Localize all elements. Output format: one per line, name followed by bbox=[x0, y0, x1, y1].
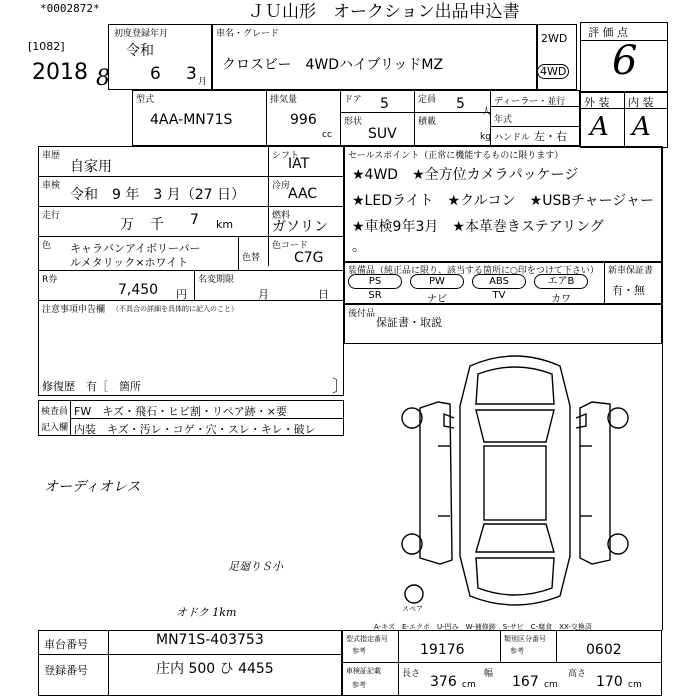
fuel-value: ガソリン bbox=[272, 219, 328, 235]
length-value: 376 bbox=[430, 674, 457, 690]
height-label: 高さ bbox=[568, 669, 587, 679]
inspector-label-1: 検査員 bbox=[41, 407, 69, 417]
handwritten-note-suspension: 足廻りＳ小 bbox=[228, 560, 283, 573]
fuel-label: 燃料 bbox=[272, 211, 291, 221]
displacement-unit: cc bbox=[322, 130, 332, 140]
equipment-item: ABS bbox=[472, 274, 526, 289]
recycle-unit: 円 bbox=[176, 288, 187, 301]
exterior-grade: A bbox=[590, 112, 609, 142]
displacement-value: 996 bbox=[290, 112, 317, 128]
inspection-value: 令和 9 年 3 月（27 日） bbox=[70, 187, 245, 203]
warranty-label: 新車保証書 bbox=[608, 266, 654, 276]
equipment-item: TV bbox=[492, 290, 506, 301]
handle-label: ハンドル bbox=[494, 133, 531, 143]
car-name-label: 車名・グレード bbox=[216, 29, 280, 39]
recycle-value: 7,450 bbox=[118, 282, 159, 298]
drive-2wd: 2WD bbox=[541, 32, 568, 45]
width-value: 167 bbox=[512, 674, 539, 690]
rating-label: 評 価 点 bbox=[588, 26, 628, 39]
registration-label: 初度登録年月 bbox=[114, 29, 169, 39]
equipment-item: PS bbox=[348, 274, 402, 289]
car-damage-diagram bbox=[390, 346, 640, 618]
load-label: 積載 bbox=[418, 117, 437, 127]
color-label: 色 bbox=[42, 241, 52, 251]
car-name: クロスビー 4WDハイブリッドMZ bbox=[222, 57, 444, 73]
plate-label: 登録番号 bbox=[44, 664, 88, 677]
registration-month-unit: 月 bbox=[198, 77, 208, 87]
type-approval-number: 19176 bbox=[420, 642, 465, 658]
mileage-label: 走行 bbox=[42, 211, 61, 221]
equipment-label: 装備品（純正品に限り、該当する箇所に○印をつけて下さい） bbox=[348, 266, 599, 276]
history-value: 自家用 bbox=[70, 159, 112, 175]
mileage-sen: 千 bbox=[150, 217, 164, 233]
length-unit: cm bbox=[462, 680, 476, 690]
shape-value: SUV bbox=[368, 126, 397, 142]
shift-value: IAT bbox=[288, 156, 310, 172]
capacity-value: 5 bbox=[456, 96, 465, 112]
sales-point-line-2: ★LEDライト ★クルコン ★USBチャージャー bbox=[352, 193, 654, 209]
notes-sublabel: （不具合の詳細を具体的に記入のこと） bbox=[112, 305, 238, 313]
sales-point-line-1: ★4WD ★全方位カメラパッケージ bbox=[352, 167, 579, 183]
lot-code: [1082] bbox=[28, 40, 65, 53]
equipment-item: SR bbox=[368, 290, 382, 301]
after-equipment-value: 保証書・取説 bbox=[376, 316, 442, 329]
page-title: ＪＵ山形 オークション出品申込書 bbox=[248, 2, 520, 22]
handwritten-mark: 8 bbox=[96, 66, 110, 91]
color-code-value: C7G bbox=[294, 250, 324, 266]
doors-value: 5 bbox=[380, 96, 389, 112]
dimensions-label: 車検証記載 bbox=[346, 667, 381, 675]
ac-label: 冷房 bbox=[272, 181, 291, 191]
equipment-item: PW bbox=[410, 274, 464, 289]
class-label: 類別区分番号 bbox=[504, 635, 546, 643]
model-value: 4AA-MN71S bbox=[150, 112, 233, 128]
ac-value: AAC bbox=[288, 186, 318, 202]
type-approval-label: 型式指定番号 bbox=[346, 635, 388, 643]
width-label: 幅 bbox=[484, 669, 494, 679]
equipment-item: ナビ bbox=[427, 294, 447, 305]
history-label: 車歴 bbox=[42, 151, 61, 161]
chassis-number: MN71S-403753 bbox=[156, 632, 264, 648]
registration-year-ad: 2018 bbox=[32, 60, 88, 85]
registration-year: 6 bbox=[150, 64, 161, 84]
width-unit: cm bbox=[544, 680, 558, 690]
load-unit: kg bbox=[480, 132, 491, 142]
exterior-label: 外 装 bbox=[584, 96, 610, 109]
sales-points-label: セールスポイント（正常に機能するものに限ります） bbox=[348, 151, 564, 161]
inspector-label-2: 記入欄 bbox=[41, 423, 69, 433]
notes-label: 注意事項申告欄 bbox=[42, 305, 106, 315]
chassis-label: 車台番号 bbox=[44, 638, 88, 651]
inspector-row-2: 内装 キズ・汚レ・コゲ・穴・スレ・キレ・破レ bbox=[74, 423, 316, 436]
interior-grade: A bbox=[632, 112, 651, 142]
handwritten-note-odometer: オドク 1km bbox=[176, 606, 237, 619]
handle-value: 左・右 bbox=[534, 130, 567, 143]
shape-label: 形状 bbox=[344, 117, 363, 127]
sales-point-line-4: 。 bbox=[352, 239, 366, 255]
handwritten-note-audio: オーディオレス bbox=[44, 479, 141, 495]
color-line1: キャラバンアイボリーパー bbox=[70, 242, 201, 255]
after-equipment-label: 後付品 bbox=[348, 309, 376, 319]
shift-label: シフト bbox=[272, 151, 300, 161]
class-ref: 参考 bbox=[510, 647, 524, 655]
inspection-label: 車検 bbox=[42, 181, 61, 191]
equipment-item: エアB bbox=[534, 274, 588, 289]
interior-label: 内 装 bbox=[628, 96, 654, 109]
doc-number: *0002872* bbox=[40, 2, 100, 15]
name-change-label: 名変期限 bbox=[198, 275, 235, 285]
color-code-label: 色コード bbox=[272, 241, 309, 251]
sales-point-line-3: ★車検9年3月 ★本革巻きステアリング bbox=[352, 219, 604, 235]
name-change-month: 月 bbox=[258, 288, 269, 301]
plate-number: 庄内 500 ひ 4455 bbox=[156, 661, 274, 677]
mileage-value: 7 bbox=[190, 212, 199, 228]
registration-month: 3 bbox=[186, 64, 197, 84]
model-year-label: 年式 bbox=[494, 115, 513, 125]
bracket-close: 〕 bbox=[332, 377, 349, 397]
height-unit: cm bbox=[628, 680, 642, 690]
height-value: 170 bbox=[596, 674, 623, 690]
dimensions-ref: 参考 bbox=[352, 681, 366, 689]
doors-label: ドア bbox=[344, 95, 362, 105]
equipment-item: カワ bbox=[551, 294, 571, 305]
repair-history: 修復歴 有［ 箇所 bbox=[42, 380, 141, 393]
mileage-unit: km bbox=[216, 218, 234, 231]
capacity-unit: 人 bbox=[482, 107, 492, 117]
dealer-label: ディーラー・並行 bbox=[494, 97, 566, 107]
warranty-value: 有・無 bbox=[612, 284, 645, 297]
spare-label: スペア bbox=[402, 605, 423, 613]
color-line2: ルメタリック×ホワイト bbox=[70, 256, 189, 269]
name-change-day: 日 bbox=[318, 288, 329, 301]
class-number: 0602 bbox=[586, 642, 622, 658]
capacity-label: 定員 bbox=[418, 95, 437, 105]
color-change-label: 色替 bbox=[242, 253, 261, 263]
recycle-label: R券 bbox=[42, 275, 58, 285]
inspector-row-1: FW キズ・飛石・ヒビ割・リペア跡・×要 bbox=[74, 405, 287, 418]
drive-4wd: 4WD bbox=[537, 64, 569, 79]
type-approval-ref: 参考 bbox=[352, 647, 366, 655]
registration-era: 令和 bbox=[126, 43, 154, 59]
rating-score: 6 bbox=[612, 38, 638, 84]
length-label: 長さ bbox=[402, 669, 421, 679]
damage-legend: A-キズ E-エクボ U-凹み W-補修跡 S-サビ C-腐食 XX-交換済 bbox=[374, 623, 592, 631]
displacement-label: 排気量 bbox=[270, 95, 298, 105]
mileage-man: 万 bbox=[120, 217, 134, 233]
model-label: 型式 bbox=[136, 95, 155, 105]
